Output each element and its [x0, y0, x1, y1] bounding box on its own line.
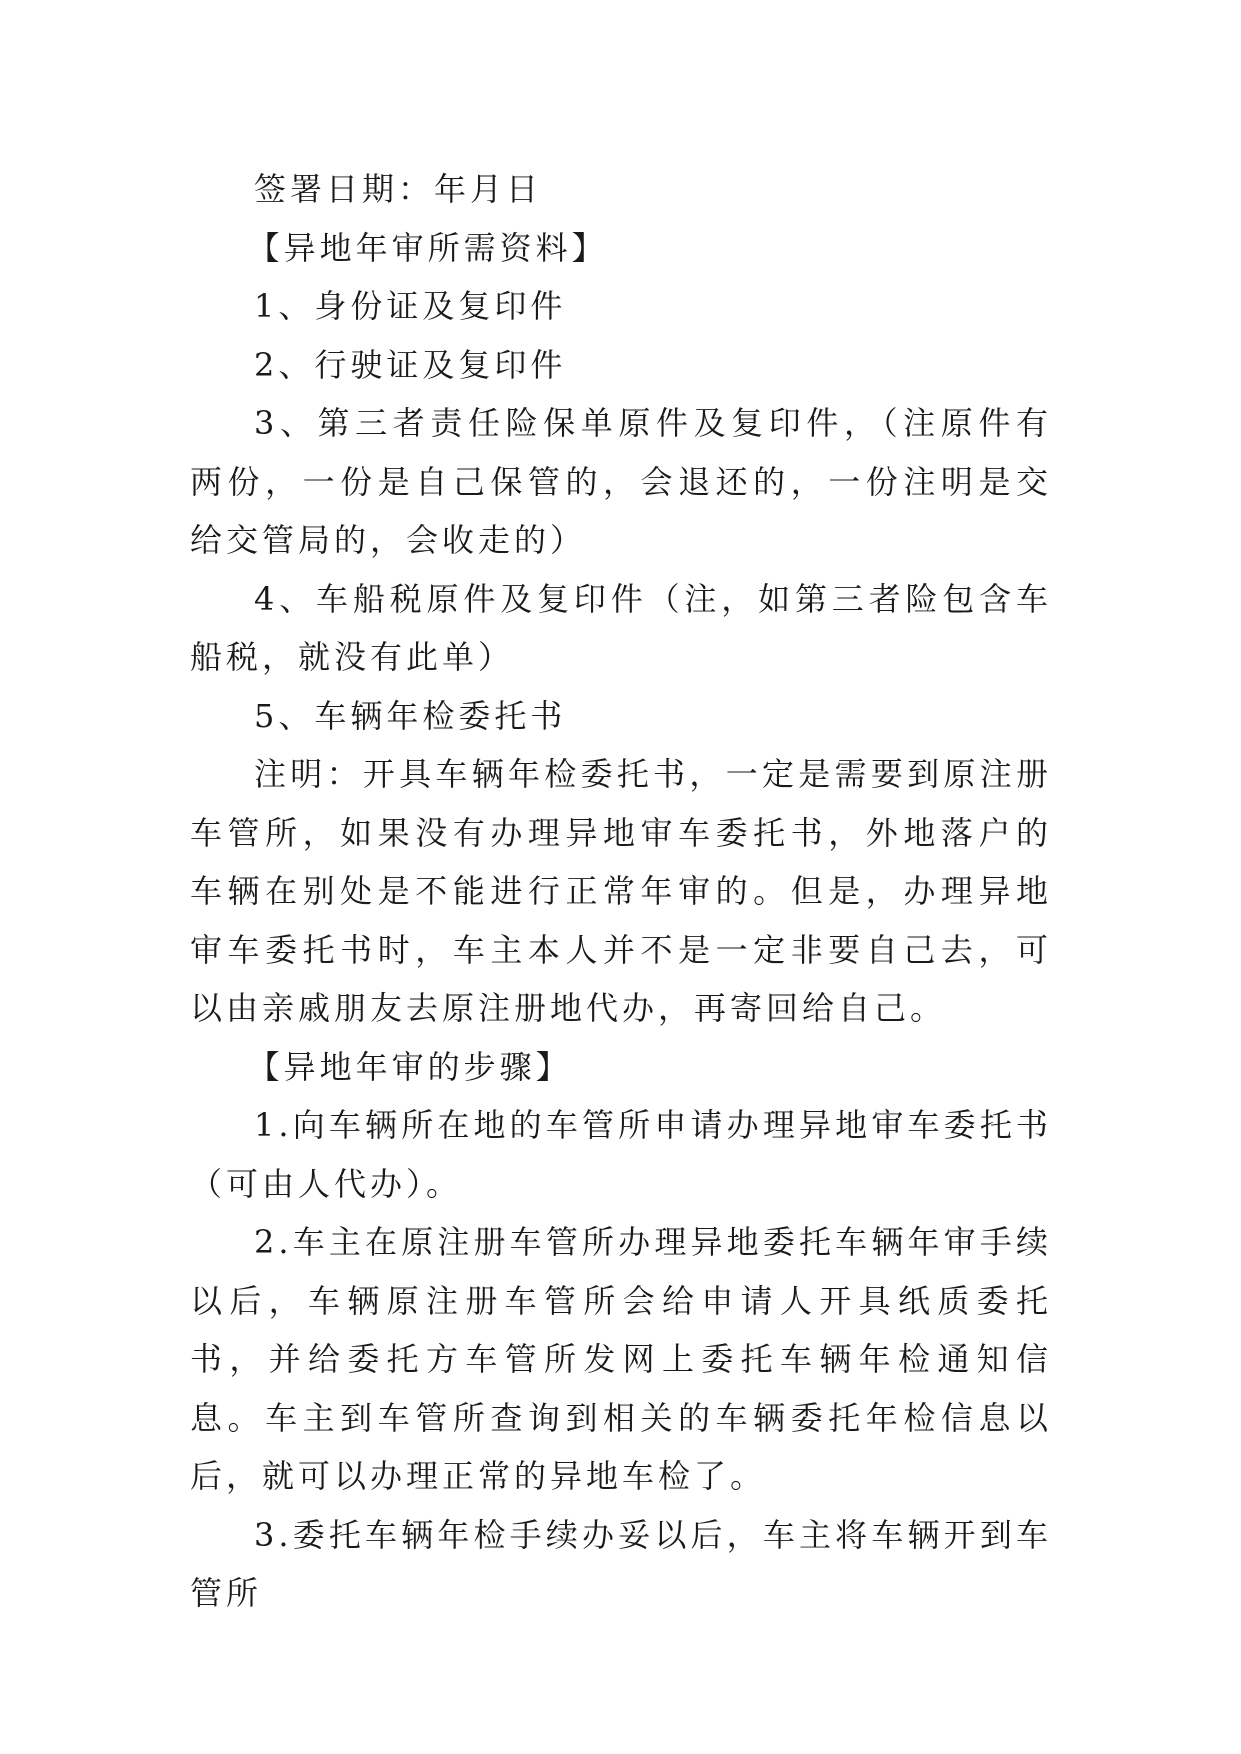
document-body — [190, 160, 1052, 1623]
list-item: 3、第三者责任险保单原件及复印件，（注原件有两份，一份是自己保管的，会退还的，一份注明是交给交管局的，会收走的） — [190, 404, 1052, 559]
signing-date: 签署日期：年月日 — [254, 170, 543, 208]
step-item: 1.向车辆所在地的车管所申请办理异地审车委托书（可由人代办）。 — [190, 1106, 1052, 1203]
section-heading-steps: 【异地年审的步骤】 — [247, 1047, 572, 1086]
list-item: 2、行驶证及复印件 — [254, 345, 567, 384]
list-item: 5、车辆年检委托书 — [254, 696, 567, 735]
section-heading-materials: 【异地年审所需资料】 — [247, 228, 608, 267]
list-item: 1、身份证及复印件 — [254, 287, 567, 325]
list-item: 4、车船税原件及复印件（注，如第三者险包含车船税，就没有此单） — [190, 579, 1052, 676]
note-paragraph: 注明：开具车辆年检委托书，一定是需要到原注册车管所，如果没有办理异地审车委托书，外地落户的车辆在别处是不能进行正常年审的。但是，办理异地审车委托书时，车主本人并不是一定非要自己去，可以由亲戚朋友去原注册地代办，再寄回给自己。 — [190, 755, 1052, 1027]
step-item: 2.车主在原注册车管所办理异地委托车辆年审手续以后，车辆原注册车管所会给申请人开具纸质委托书，并给委托方车管所发网上委托车辆年检通知信息。车主到车管所查询到相关的车辆委托年检信息以后，就可以办理正常的异地车检了。 — [190, 1223, 1052, 1495]
step-item: 3.委托车辆年检手续办妥以后，车主将车辆开到车管所 — [190, 1515, 1052, 1612]
